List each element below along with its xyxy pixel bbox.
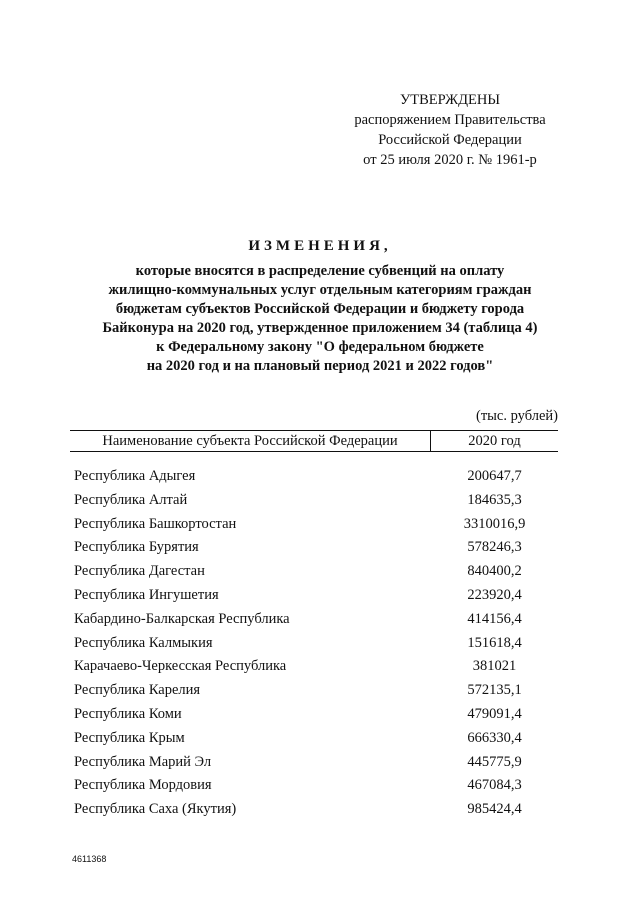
document-title: ИЗМЕНЕНИЯ, (248, 238, 392, 254)
table-row (74, 536, 558, 560)
table-row (74, 655, 558, 679)
header-name-column: Наименование субъекта Российской Федерации (102, 433, 398, 449)
region-value: 223920,4 (467, 586, 522, 603)
table-row (74, 584, 558, 608)
document-subtitle (40, 262, 600, 376)
region-value: 445775,9 (467, 753, 522, 770)
subtitle-line: которые вносятся в распределение субвенций на оплату (135, 263, 505, 279)
subtitle-line: жилищно-коммунальных услуг отдельным категориям граждан (108, 282, 532, 298)
table-row (74, 774, 558, 798)
region-value: 184635,3 (467, 491, 522, 508)
region-value: 572135,1 (467, 682, 522, 699)
region-name: Республика Ингушетия (74, 586, 219, 603)
region-name: Республика Алтай (74, 491, 188, 508)
table-body (74, 465, 558, 822)
table-row (74, 751, 558, 775)
region-name: Карачаево-Черкесская Республика (74, 658, 287, 675)
region-value: 151618,4 (467, 634, 522, 651)
region-name: Республика Бурятия (74, 539, 199, 556)
region-name: Республика Дагестан (74, 563, 205, 580)
table-row (74, 703, 558, 727)
subtitle-line: бюджетам субъектов Российской Федерации и бюджету города (115, 301, 525, 317)
region-name: Республика Калмыкия (74, 634, 213, 651)
region-value: 666330,4 (467, 729, 522, 746)
region-name: Республика Адыгея (74, 468, 196, 484)
approval-line-3: Российской Федерации (378, 132, 522, 148)
table-row (74, 798, 558, 822)
region-value: 200647,7 (467, 468, 522, 484)
table-row (74, 727, 558, 751)
table-header (70, 430, 558, 452)
region-name: Республика Марий Эл (74, 753, 212, 770)
region-value: 3310016,9 (463, 515, 526, 532)
table-row (74, 608, 558, 632)
subtitle-line: Байконура на 2020 год, утвержденное приложением 34 (таблица 4) (102, 320, 538, 336)
region-name: Республика Карелия (74, 682, 201, 699)
region-value: 840400,2 (467, 563, 522, 580)
table-row (74, 489, 558, 513)
approval-block (330, 90, 570, 170)
approval-line-4: от 25 июля 2020 г. № 1961-р (363, 152, 537, 168)
table-row (74, 465, 558, 489)
region-value: 985424,4 (467, 801, 522, 818)
document-number: 4611368 (72, 854, 107, 864)
region-value: 479091,4 (467, 705, 522, 722)
subtitle-line: к Федеральному закону "О федеральном бюджете (156, 339, 484, 355)
table-row (74, 560, 558, 584)
region-value: 381021 (472, 658, 517, 675)
table-row (74, 632, 558, 656)
table-row (74, 679, 558, 703)
approval-line-2: распоряжением Правительства (354, 112, 546, 128)
region-value: 578246,3 (467, 539, 522, 556)
region-value: 467084,3 (467, 777, 522, 794)
header-year-column: 2020 год (468, 433, 521, 449)
units-label: (тыс. рублей) (476, 408, 558, 424)
region-name: Республика Саха (Якутия) (74, 801, 237, 818)
table-row (74, 513, 558, 537)
region-name: Республика Крым (74, 729, 185, 746)
region-value: 414156,4 (467, 610, 522, 627)
region-name: Республика Башкортостан (74, 515, 237, 532)
approval-line-1: УТВЕРЖДЕНЫ (399, 92, 501, 108)
region-name: Республика Мордовия (74, 777, 212, 794)
region-name: Республика Коми (74, 705, 182, 722)
subtitle-line: на 2020 год и на плановый период 2021 и 2022 годов" (146, 358, 494, 374)
region-name: Кабардино-Балкарская Республика (74, 610, 290, 627)
